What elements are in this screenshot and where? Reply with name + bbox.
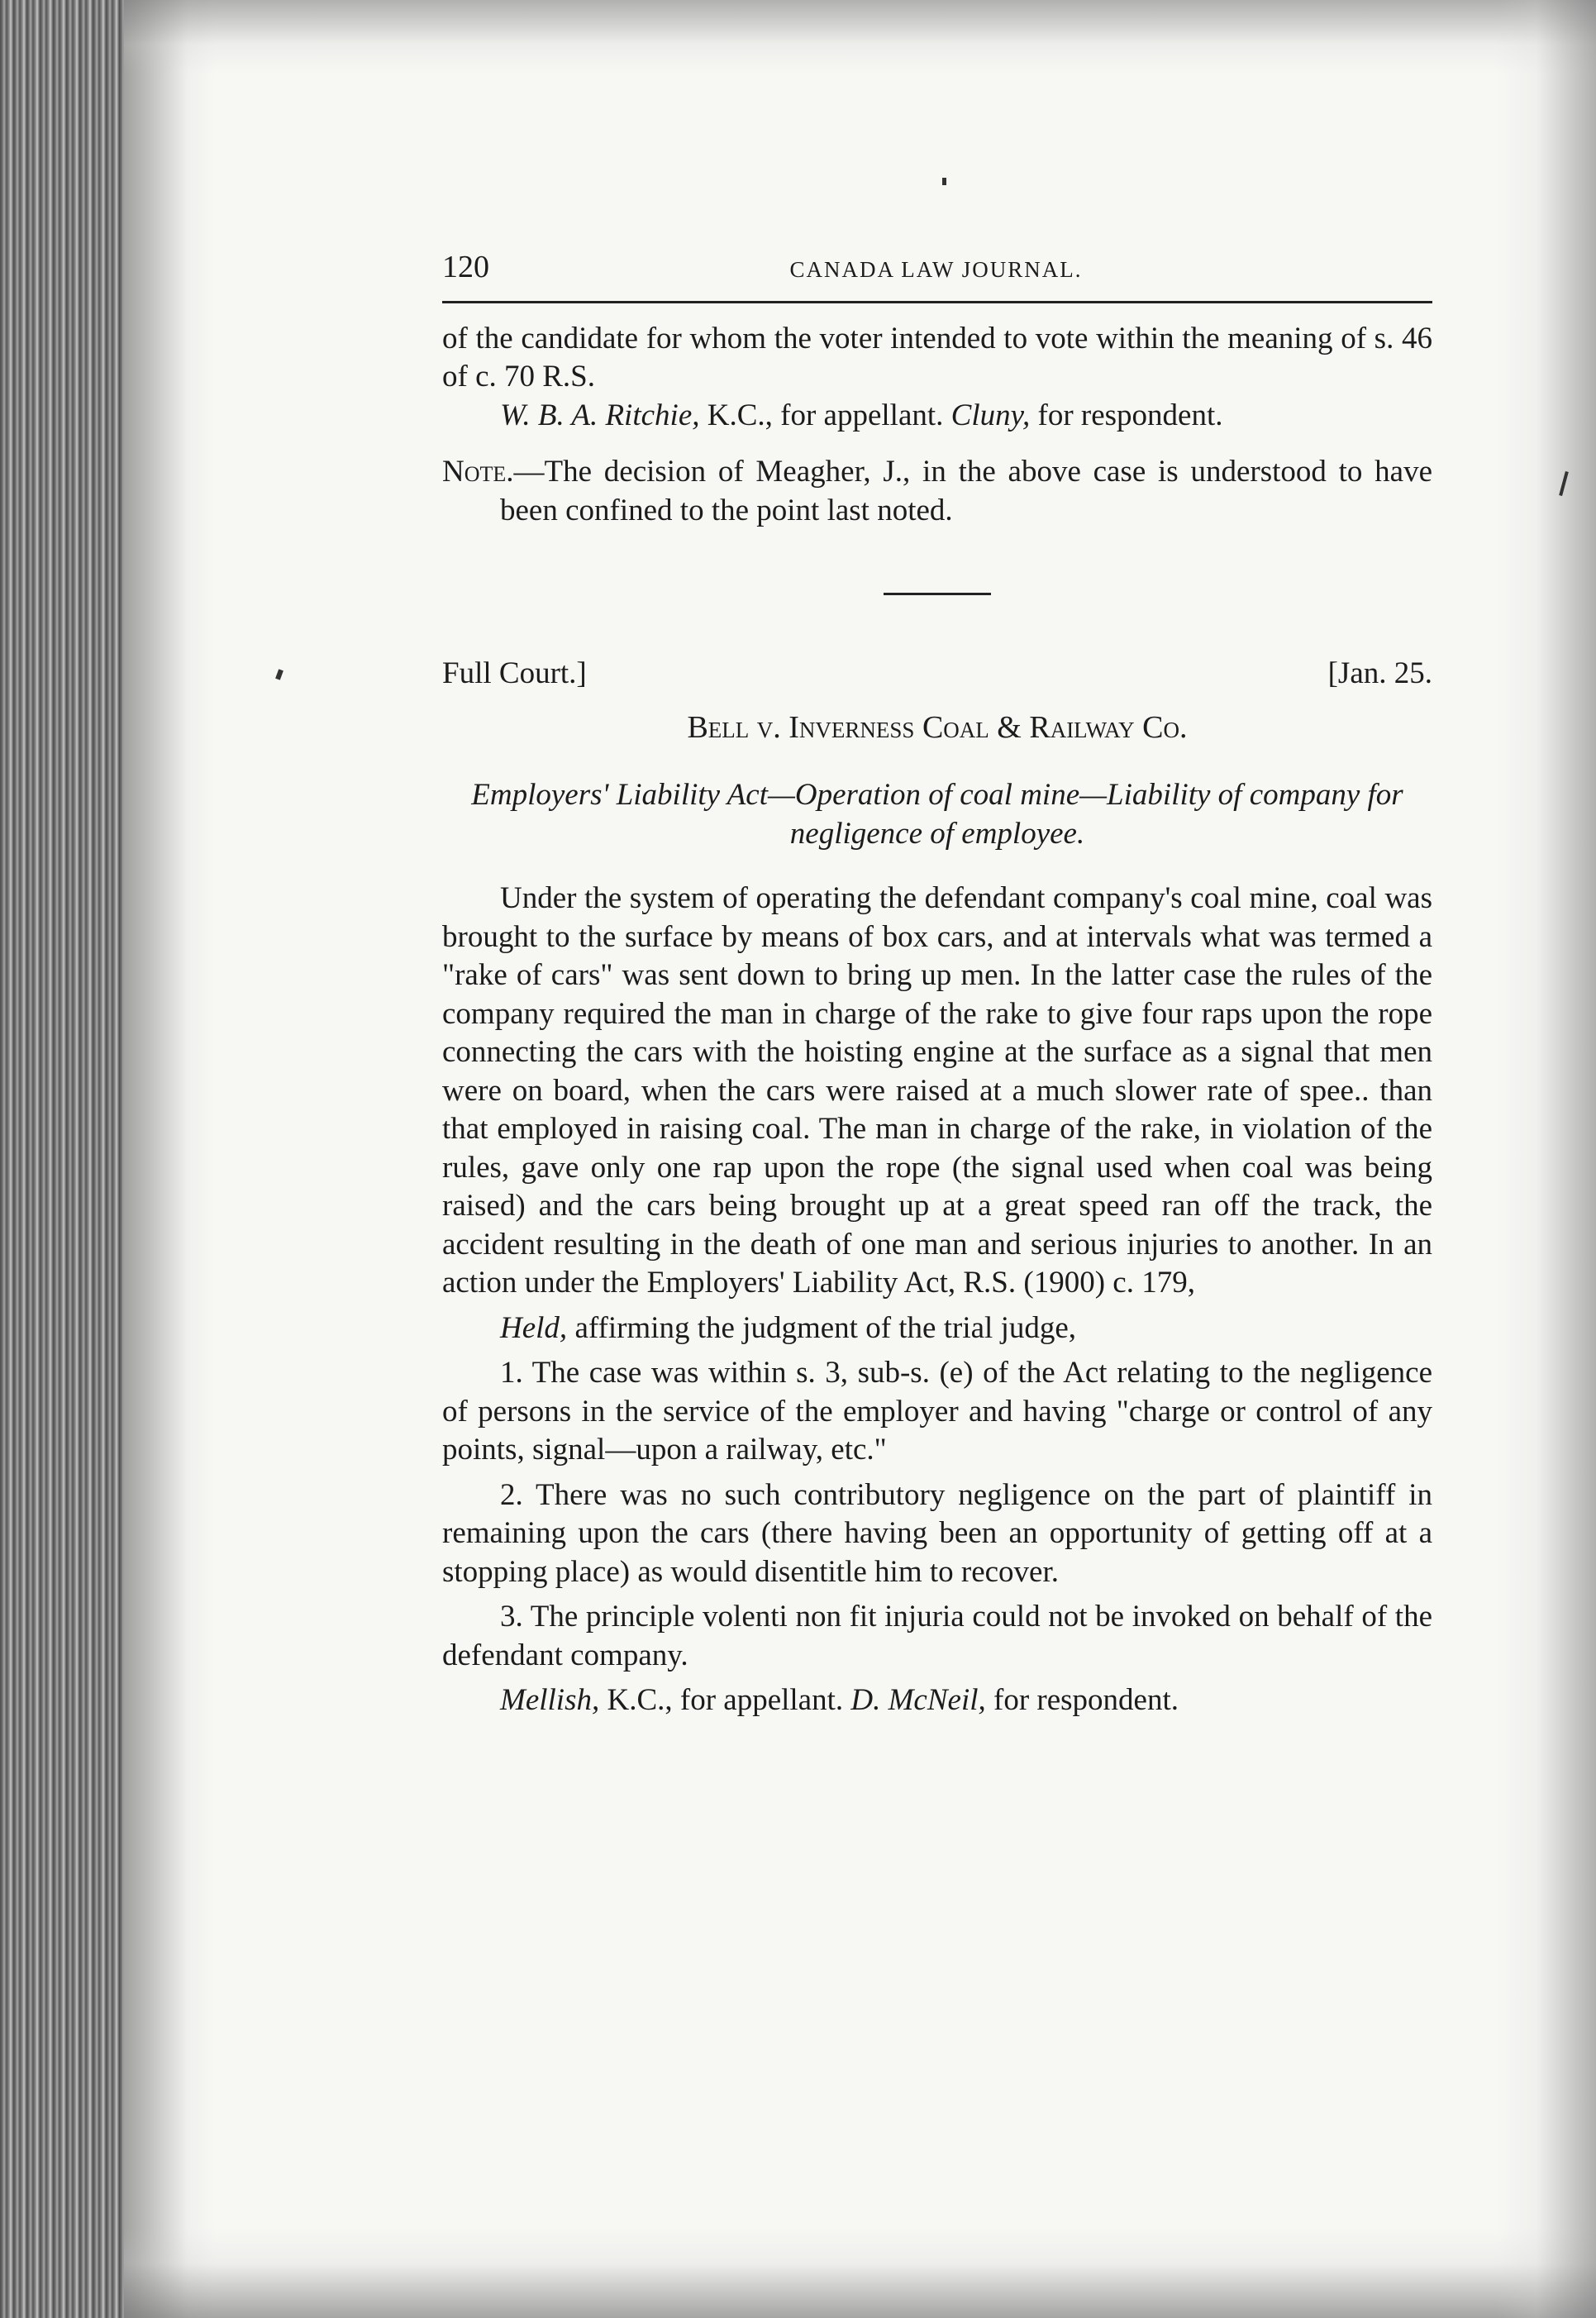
top-edge-shadow [124, 0, 1596, 74]
respondent-counsel-role: for respondent. [985, 1683, 1179, 1717]
appellant-counsel-name: Mellish, [500, 1683, 600, 1717]
case-summary: Under the system of operating the defendant company's coal mine, coal was brought to the surface by means of box cars, and at intervals what was termed a "rake of cars" was sent down to bring up men. In the latter case the rules of the company required the man in charge of the rake to give four raps upon the rope connecting the cars with the hoisting engine at the surface as a signal that men were on board, when the cars were raised at a much slower rate of spee.. than that employed in raising coal. The man in charge of the rake, in violation of the rules, gave only one rap upon the rope (the signal used when coal was being raised) and the cars being brought up at a great speed ran off the track, the accident resulting in the death of one man and serious injuries to another. In an action under the Employers' Liability Act, R.S. (1900) c. 179, [442, 881, 1432, 1300]
case-counsel [442, 1681, 1432, 1720]
page-text [442, 248, 1432, 1720]
right-edge-shadow [1497, 0, 1596, 2318]
book-binding-shadow [0, 0, 124, 2318]
court-name: Full Court.] [442, 656, 587, 690]
case-title: Bell v. Inverness Coal & Railway Co. [687, 709, 1188, 745]
case-headnote: Employers' Liability Act—Operation of coal mine—Liability of company for negligence of employee. [471, 778, 1403, 851]
spacer [442, 853, 1432, 880]
held-line [442, 1309, 1432, 1348]
holding-point-2: 2. There was no such contributory negligence on the part of plaintiff in remaining upon the cars (there having been an opportunity of getting off at a stopping place) as would disentitle him to recover. [442, 1477, 1432, 1589]
appellant-counsel-name: W. B. A. Ritchie, [500, 398, 700, 432]
holding-point-1: 1. The case was within s. 3, sub-s. (e) of the Act relating to the negligence of persons in the service of the employer and having "charge or control of any points, signal—upon a railway, etc." [442, 1356, 1432, 1467]
scan-speck [275, 669, 283, 680]
note-label: Note. [442, 455, 514, 489]
held-label: Held, [500, 1310, 568, 1345]
note-text: —The decision of Meagher, J., in the above case is understood to have been confined to the point last noted. [500, 455, 1432, 527]
appellant-counsel-role: K.C., for appellant. [699, 398, 944, 432]
running-head: CANADA LAW JOURNAL. [789, 257, 1083, 282]
held-text: affirming the judgment of the trial judge, [567, 1310, 1077, 1345]
previous-case-ending: of the candidate for whom the voter intended to vote within the meaning of s. 46 of c. 70 R.S. [442, 321, 1432, 393]
appellant-counsel-role: K.C., for appellant. [599, 1683, 844, 1717]
editorial-note [442, 453, 1432, 530]
page-header [442, 248, 1432, 303]
holding-point-3: 3. The principle volenti non fit injuria could not be invoked on behalf of the defendant company. [442, 1600, 1432, 1672]
respondent-counsel-role: for respondent. [1030, 398, 1223, 432]
case-date: [Jan. 25. [1327, 656, 1432, 690]
previous-case-counsel [442, 397, 1432, 436]
binding-fade [124, 0, 215, 2318]
page-number: 120 [442, 250, 489, 284]
bottom-edge-shadow [124, 2227, 1596, 2318]
court-line [442, 655, 1432, 694]
respondent-counsel-name: D. McNeil, [850, 1683, 986, 1717]
respondent-counsel-name: Cluny, [950, 398, 1031, 432]
section-divider [884, 593, 991, 595]
scan-speck [942, 178, 946, 185]
